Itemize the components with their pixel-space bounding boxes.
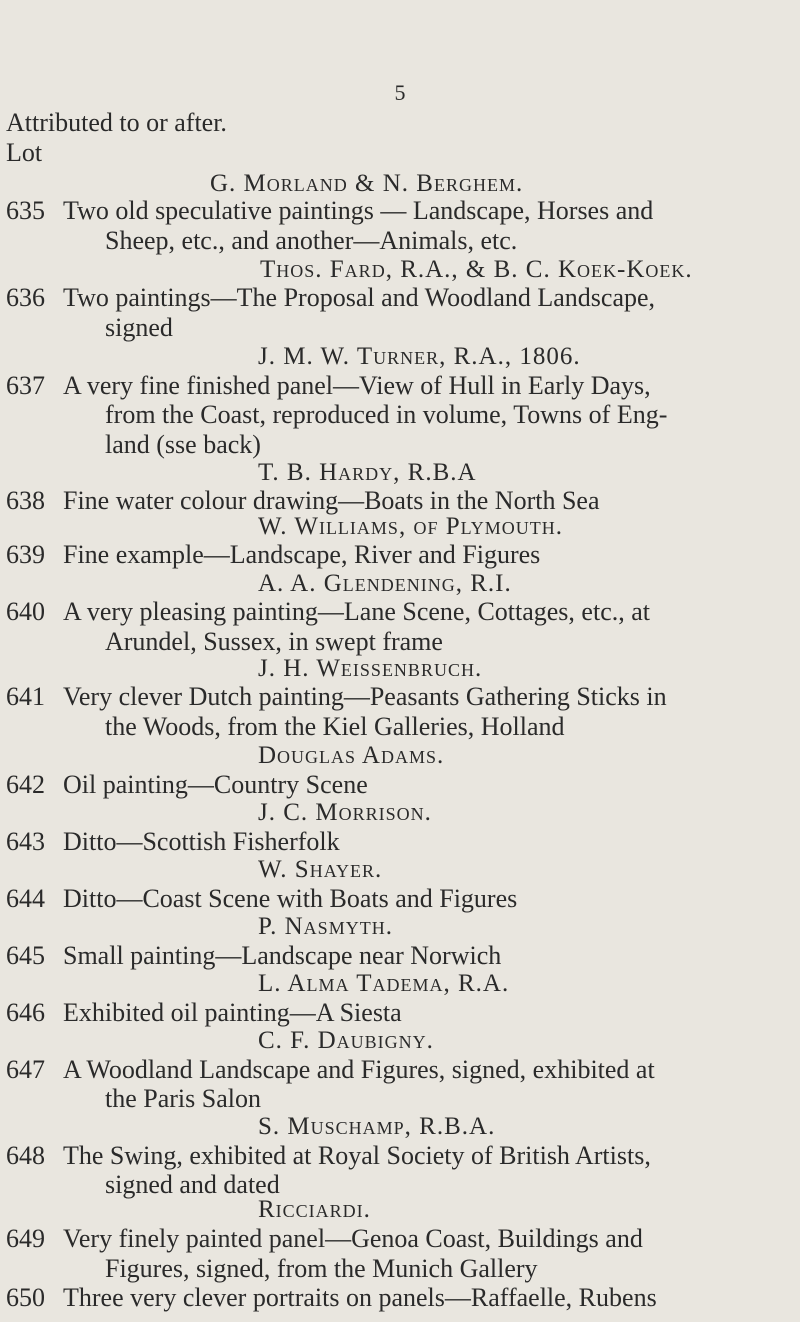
lot-description: Sheep, etc., and another—Animals, etc. (105, 226, 518, 255)
artist-name: G. Morland & N. Berghem. (210, 170, 524, 197)
lot-number: 648 (6, 1141, 45, 1170)
lot-number: 641 (6, 682, 45, 711)
artist-name: J. H. Weissenbruch. (258, 655, 483, 682)
lot-description: Two paintings—The Proposal and Woodland Landscape, (63, 283, 656, 312)
lot-description: The Swing, exhibited at Royal Society of British Artists, (63, 1141, 651, 1170)
lot-description: Ditto—Scottish Fisherfolk (63, 827, 340, 856)
lot-description: the Woods, from the Kiel Galleries, Holland (105, 712, 565, 741)
lot-description: Arundel, Sussex, in swept frame (105, 627, 443, 656)
lot-description: signed (105, 313, 173, 342)
artist-name: Ricciardi. (258, 1196, 371, 1223)
lot-number: 647 (6, 1055, 45, 1084)
artist-name: P. Nasmyth. (258, 913, 393, 940)
artist-name: J. M. W. Turner, R.A., 1806. (258, 343, 581, 370)
artist-name: S. Muschamp, R.B.A. (258, 1113, 496, 1140)
lot-number: 645 (6, 941, 45, 970)
artist-name: W. Shayer. (258, 856, 383, 883)
lot-number: 636 (6, 283, 45, 312)
page-number: 5 (394, 80, 406, 105)
lot-description: Small painting—Landscape near Norwich (63, 941, 502, 970)
artist-name: C. F. Daubigny. (258, 1027, 434, 1054)
artist-name: W. Williams, of Plymouth. (258, 513, 564, 540)
lot-number: 643 (6, 827, 45, 856)
lot-description: Very finely painted panel—Genoa Coast, Buildings and (63, 1224, 643, 1253)
lot-description: the Paris Salon (105, 1084, 261, 1113)
lot-description: Fine water colour drawing—Boats in the North Sea (63, 486, 600, 515)
lot-description: Two old speculative paintings — Landscape, Horses and (63, 196, 654, 225)
lot-number: 650 (6, 1283, 45, 1312)
artist-name: L. Alma Tadema, R.A. (258, 970, 510, 997)
lot-description: Figures, signed, from the Munich Gallery (105, 1254, 538, 1283)
lot-column-heading: Lot (6, 138, 43, 167)
artist-name: Thos. Fard, R.A., & B. C. Koek-Koek. (260, 256, 693, 283)
lot-number: 638 (6, 486, 45, 515)
artist-name: Douglas Adams. (258, 742, 445, 769)
lot-number: 649 (6, 1224, 45, 1253)
lot-description: A Woodland Landscape and Figures, signed, exhibited at (63, 1055, 655, 1084)
lot-description: Exhibited oil painting—A Siesta (63, 998, 402, 1027)
lot-description: Three very clever portraits on panels—Raffaelle, Rubens (63, 1283, 657, 1312)
lot-description: signed and dated (105, 1170, 280, 1199)
artist-name: J. C. Morrison. (258, 799, 432, 826)
lot-description: from the Coast, reproduced in volume, Towns of Eng- (105, 400, 668, 429)
lot-number: 644 (6, 884, 45, 913)
lot-description: Ditto—Coast Scene with Boats and Figures (63, 884, 518, 913)
lot-number: 642 (6, 770, 45, 799)
lot-number: 640 (6, 597, 45, 626)
lot-description: Oil painting—Country Scene (63, 770, 368, 799)
lot-description: Fine example—Landscape, River and Figures (63, 540, 541, 569)
lot-description: land (sse back) (105, 430, 261, 459)
lot-number: 635 (6, 196, 45, 225)
lot-description: Very clever Dutch painting—Peasants Gathering Sticks in (63, 682, 667, 711)
artist-name: A. A. Glendening, R.I. (258, 570, 512, 597)
attributed-heading: Attributed to or after. (6, 108, 227, 137)
lot-description: A very pleasing painting—Lane Scene, Cottages, etc., at (63, 597, 650, 626)
lot-number: 637 (6, 371, 45, 400)
artist-name: T. B. Hardy, R.B.A (258, 459, 477, 486)
lot-number: 646 (6, 998, 45, 1027)
lot-number: 639 (6, 540, 45, 569)
lot-description: A very fine finished panel—View of Hull in Early Days, (63, 371, 651, 400)
